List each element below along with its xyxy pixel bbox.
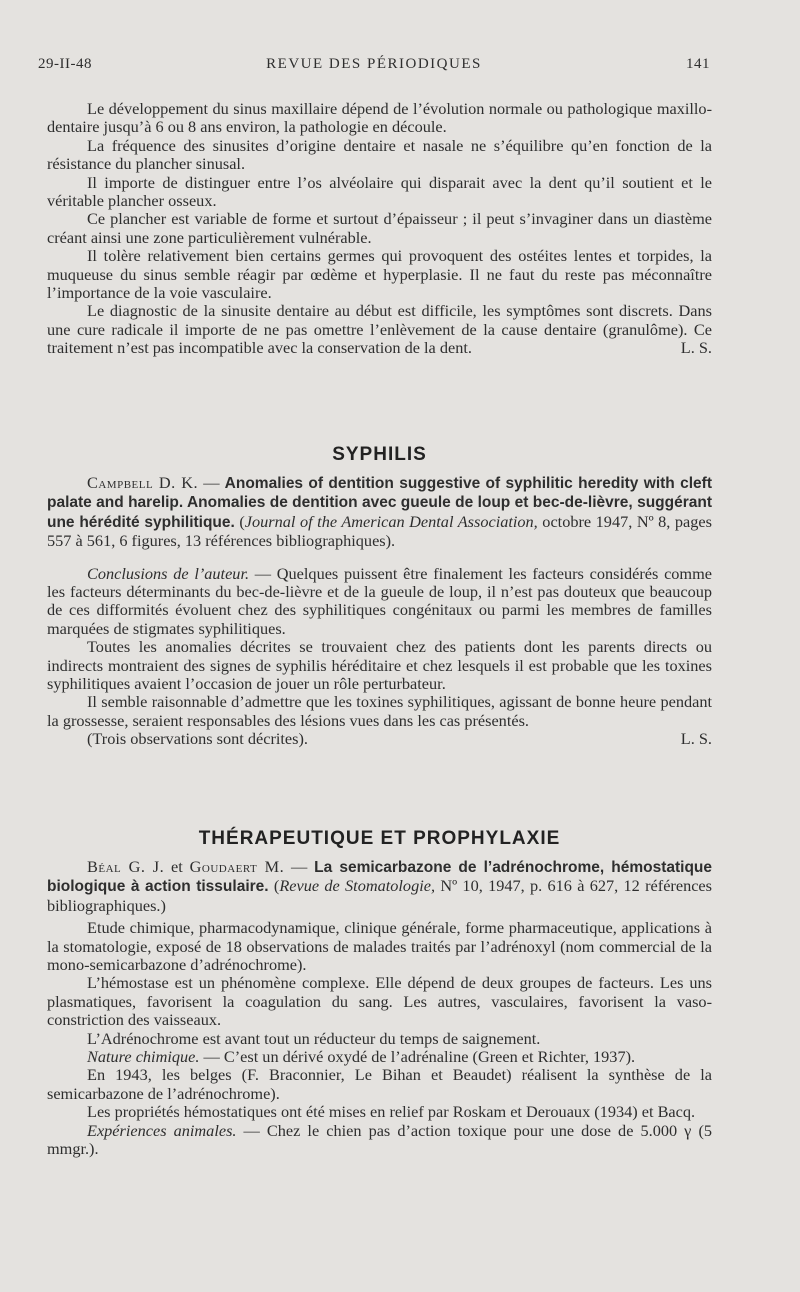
paragraph-text: C’est un dérivé oxydé de l’adrénaline (Green et Richter, 1937). xyxy=(223,1047,636,1067)
signature: L. S. xyxy=(680,338,712,358)
article-reference: Béal G. J. et Goudaert M. — La semicarbazone de l’adrénochrome, hémostatique biologique à action tissulaire. (Revue de Stomatologie, Nº 10, 1947, p. 616 à 627, 12 références bibliographiques.) xyxy=(47,857,713,915)
header-date: 29-II-48 xyxy=(38,56,92,72)
paragraph: Expériences animales. — Chez le chien pas d’action toxique pour une dose de 5.000 γ (5 mmgr.). xyxy=(47,1120,713,1159)
author: Béal G. J. xyxy=(87,857,165,876)
paragraph: La fréquence des sinusites d’origine dentaire et nasale ne s’équilibre qu’en fonction de la résistance du plancher sinusal. xyxy=(47,135,712,174)
author: Campbell D. K. xyxy=(87,473,199,492)
article-title: La semicarbazone de l’adrénochrome, hémostatique biologique à action tissulaire. xyxy=(47,859,713,896)
intro-section xyxy=(47,100,712,358)
paragraph xyxy=(47,730,712,748)
section-heading-therapeutique: THÉRAPEUTIQUE ET PROPHYLAXIE xyxy=(198,828,561,849)
citation: Nº 10, 1947, p. 616 à 627, 12 références bibliographiques.) xyxy=(47,876,712,915)
paragraph-text: Quelques puissent être finalement les facteurs considérés comme les facteurs déterminants du bec-de-lièvre et de la gueule de loup, il n’est pas douteux que beaucoup de ces difformités évoluent chez des syphilitiques congénitaux ou parmi les membres de familles marquées de stigmates syphilitiques. xyxy=(47,563,712,638)
paragraph: Le développement du sinus maxillaire dépend de l’évolution normale ou pathologique maxillo-dentaire jusqu’à 6 ou 8 ans environ, la pathologie en découle. xyxy=(47,99,712,137)
article-reference: Campbell D. K. — Anomalies of dentition suggestive of syphilitic heredity with cleft palate and harelip. Anomalies de dentition avec gueule de loup et bec-de-lièvre, suggérant une hérédité syphilitique. (Journal of the American Dental Association, octobre 1947, Nº 8, pages 557 à 561, 6 figures, 13 références bibliographiques). xyxy=(47,473,713,551)
paragraph-text: Chez le chien pas d’action toxique pour une dose de 5.000 γ (5 mmgr.). xyxy=(47,1120,713,1159)
dash: — xyxy=(284,857,315,876)
paragraph: En 1943, les belges (F. Braconnier, Le Bihan et Beaudet) réalisent la synthèse de la semicarbazone de l’adrénochrome). xyxy=(47,1065,712,1103)
journal-name: Journal of the American Dental Association, xyxy=(244,511,538,531)
journal-name: Revue de Stomatologie, xyxy=(279,876,436,896)
paragraph: Il importe de distinguer entre l’os alvéolaire qui disparait avec la dent qu’il soutient et le véritable plancher osseux. xyxy=(47,172,712,211)
paragraph: Toutes les anomalies décrites se trouvaient chez des patients dont les parents directs ou indirects montraient des signes de syphilis héréditaire et chez lesquels il est probable que les toxines syphilitiques avaient l’occasion de jouer un rôle perturbateur. xyxy=(47,637,712,694)
paragraph: Les propriétés hémostatiques ont été mises en relief par Roskam et Derouaux (1934) et Bacq. xyxy=(87,1102,696,1122)
author: Goudaert M. xyxy=(189,857,285,876)
running-header xyxy=(38,56,710,78)
header-title: REVUE DES PÉRIODIQUES xyxy=(266,56,482,72)
section-heading-syphilis: SYPHILIS xyxy=(332,444,427,465)
paragraph: Conclusions de l’auteur. — Quelques puissent être finalement les facteurs considérés comme les facteurs déterminants du bec-de-lièvre et de la gueule de loup, il n’est pas douteux que beaucoup de ces difformités évoluent chez des syphilitiques congénitaux ou parmi les membres de familles marquées de stigmates syphilitiques. xyxy=(47,563,712,638)
citation: octobre 1947, Nº 8, pages 557 à 561, 6 figures, 13 références bibliographiques). xyxy=(47,511,712,551)
paragraph: Etude chimique, pharmacodynamique, clinique générale, forme pharmaceutique, applications à la stomatologie, exposé de 18 observations de malades traités par l’adrénoxyl (nom commercial de la mono-semicarbazone d’adrénochrome). xyxy=(47,918,712,975)
paragraph: Il semble raisonnable d’admettre que les toxines syphilitiques, agissant de bonne heure pendant la grossesse, seraient responsables des lésions vues dans les cas présentés. xyxy=(47,692,712,730)
paragraph: Il tolère relativement bien certains germes qui provoquent des ostéites lentes et torpides, la muqueuse du sinus semble réagir par œdème et hyperplasie. Il ne faut du reste pas méconnaître l’importance de la voie vasculaire. xyxy=(47,246,712,303)
article-title: Anomalies of dentition suggestive of syphilitic heredity with cleft palate and harelip. Anomalies de dentition avec gueule de loup et bec-de-lièvre, suggérant une hérédité syphilitique. xyxy=(47,475,713,531)
signature: L. S. xyxy=(680,729,712,749)
section-label: Expériences animales. xyxy=(87,1120,237,1140)
paragraph: L’Adrénochrome est avant tout un réducteur du temps de saignement. xyxy=(87,1028,541,1048)
paragraph-text: (Trois observations sont décrites). xyxy=(87,729,308,749)
section-label: Nature chimique. xyxy=(87,1047,200,1067)
paragraph-text: Le diagnostic de la sinusite dentaire au début est difficile, les symptômes sont discrets. Dans une cure radicale il importe de ne pas omettre l’enlèvement de la cause dentaire (granulôme). Ce traitement n’est pas incompatible avec la conservation de la dent. xyxy=(47,301,712,358)
syphilis-section xyxy=(47,474,712,749)
dash: — xyxy=(198,473,225,492)
paragraph: Nature chimique. — C’est un dérivé oxydé de l’adrénaline (Green et Richter, 1937). xyxy=(87,1047,636,1067)
therapeutique-section xyxy=(47,858,712,1159)
section-label: Conclusions de l’auteur. xyxy=(87,563,250,583)
paragraph: Ce plancher est variable de forme et surtout d’épaisseur ; il peut s’invaginer dans un diastème créant ainsi une zone particulièrement vulnérable. xyxy=(47,209,712,247)
paragraph xyxy=(47,302,712,357)
paragraph: L’hémostase est un phénomène complexe. Elle dépend de deux groupes de facteurs. Les uns plasmatiques, favorisent la coagulation du sang. Les autres, vasculaires, favorisent la vaso-constriction des vaisseaux. xyxy=(47,973,712,1030)
page-number: 141 xyxy=(686,56,710,72)
conjunction: et xyxy=(164,857,190,876)
